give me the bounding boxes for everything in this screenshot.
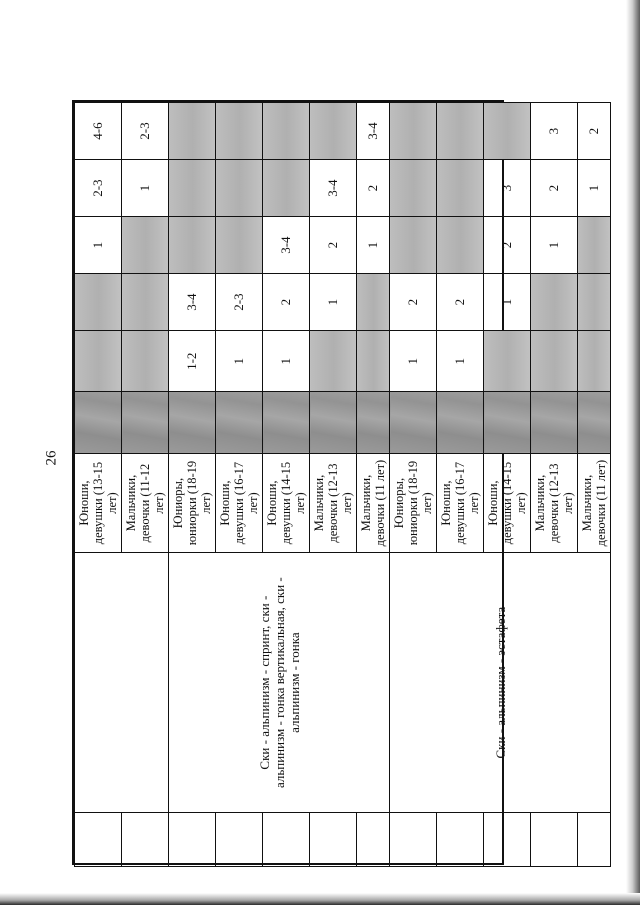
value-cell: 1 <box>263 331 310 392</box>
value-cell: 1 <box>390 331 437 392</box>
shaded-cell <box>484 331 531 392</box>
shaded-cell <box>531 274 578 331</box>
shaded-cell <box>169 217 216 274</box>
blank-left-cell <box>357 812 390 866</box>
shaded-cell <box>437 217 484 274</box>
shaded-cell <box>437 160 484 217</box>
category-cell: Юноши, девушки (14-15 лет) <box>263 453 310 553</box>
shaded-cell <box>357 331 390 392</box>
shaded-cell <box>578 331 611 392</box>
category-cell: Юниоры, юниорки (18-19 лет) <box>390 453 437 553</box>
blank-left-cell <box>437 812 484 866</box>
shaded-cell <box>390 160 437 217</box>
category-cell: Юноши, девушки (14-15 лет) <box>484 453 531 553</box>
category-cell: Мальчики, девочки (11 лет) <box>578 453 611 553</box>
shaded-cell <box>263 103 310 160</box>
value-cell: 2 <box>437 274 484 331</box>
value-cell: 2-3 <box>216 274 263 331</box>
blank-left-cell <box>390 812 437 866</box>
blank-left-cell <box>484 812 531 866</box>
value-cell: 1 <box>578 160 611 217</box>
category-cell: Мальчики, девочки (11-12 лет) <box>122 453 169 553</box>
blank-left-cell <box>216 812 263 866</box>
shaded-cell <box>310 331 357 392</box>
value-cell: 2 <box>390 274 437 331</box>
value-cell: 1 <box>310 274 357 331</box>
shaded-cell <box>263 392 310 453</box>
shaded-cell <box>578 217 611 274</box>
category-cell: Юниоры, юниорки (18-19 лет) <box>169 453 216 553</box>
shaded-cell <box>169 160 216 217</box>
table-row <box>390 103 437 867</box>
discipline-relay: Ски - альпинизм - эстафета <box>390 553 611 812</box>
value-cell: 3-4 <box>357 103 390 160</box>
shaded-cell <box>357 392 390 453</box>
category-cell: Мальчики, девочки (11 лет) <box>357 453 390 553</box>
shaded-cell <box>75 331 122 392</box>
value-cell: 1 <box>357 217 390 274</box>
scan-edge-right <box>626 0 640 905</box>
value-cell: 2 <box>578 103 611 160</box>
value-cell: 2 <box>357 160 390 217</box>
value-cell: 2-3 <box>122 103 169 160</box>
value-cell: 4-6 <box>75 103 122 160</box>
shaded-cell <box>484 103 531 160</box>
shaded-cell <box>437 103 484 160</box>
value-cell: 1 <box>531 217 578 274</box>
category-cell: Мальчики, девочки (12-13 лет) <box>310 453 357 553</box>
discipline-sprint-group: Ски - альпинизм - спринт, ски - альпинизм - гонка вертикальная, ски - альпинизм - гонка <box>169 553 390 812</box>
sport-category-table <box>74 102 611 867</box>
shaded-cell <box>122 392 169 453</box>
shaded-cell <box>169 103 216 160</box>
blank-left-cell <box>122 812 169 866</box>
value-cell: 1 <box>75 217 122 274</box>
blank-left-cell <box>263 812 310 866</box>
value-cell: 1 <box>216 331 263 392</box>
shaded-cell <box>75 392 122 453</box>
value-cell: 3-4 <box>310 160 357 217</box>
value-cell: 2 <box>310 217 357 274</box>
shaded-cell <box>531 392 578 453</box>
value-cell: 3 <box>531 103 578 160</box>
shaded-cell <box>122 331 169 392</box>
value-cell: 1-2 <box>169 331 216 392</box>
value-cell: 1 <box>484 274 531 331</box>
blank-left-cell <box>578 812 611 866</box>
table-row <box>75 103 122 867</box>
category-cell: Юноши, девушки (16-17 лет) <box>216 453 263 553</box>
category-cell: Мальчики, девочки (12-13 лет) <box>531 453 578 553</box>
value-cell: 3 <box>484 160 531 217</box>
value-cell: 2 <box>484 217 531 274</box>
shaded-cell <box>310 103 357 160</box>
blank-left-cell <box>169 812 216 866</box>
shaded-cell <box>169 392 216 453</box>
blank-left-cell <box>75 812 122 866</box>
value-cell: 3-4 <box>263 217 310 274</box>
table-row <box>169 103 216 867</box>
blank-left-cell <box>531 812 578 866</box>
shaded-cell <box>578 392 611 453</box>
shaded-cell <box>122 217 169 274</box>
rotated-table-frame <box>72 100 608 865</box>
value-cell: 2 <box>531 160 578 217</box>
shaded-cell <box>122 274 169 331</box>
shaded-cell <box>216 160 263 217</box>
shaded-cell <box>310 392 357 453</box>
value-cell: 3-4 <box>169 274 216 331</box>
shaded-cell <box>263 160 310 217</box>
shaded-cell <box>531 331 578 392</box>
shaded-cell <box>578 274 611 331</box>
scan-edge-bottom <box>0 893 640 905</box>
shaded-cell <box>216 217 263 274</box>
shaded-cell <box>390 103 437 160</box>
shaded-cell <box>390 217 437 274</box>
value-cell: 1 <box>437 331 484 392</box>
shaded-cell <box>437 392 484 453</box>
category-cell: Юноши, девушки (16-17 лет) <box>437 453 484 553</box>
value-cell: 1 <box>122 160 169 217</box>
discipline-cell-empty <box>75 553 169 812</box>
blank-left-cell <box>310 812 357 866</box>
page-number: 26 <box>43 450 60 466</box>
shaded-cell <box>357 274 390 331</box>
category-cell: Юноши, девушки (13-15 лет) <box>75 453 122 553</box>
shaded-cell <box>484 392 531 453</box>
shaded-cell <box>216 392 263 453</box>
shaded-cell <box>216 103 263 160</box>
value-cell: 2-3 <box>75 160 122 217</box>
value-cell: 2 <box>263 274 310 331</box>
shaded-cell <box>390 392 437 453</box>
shaded-cell <box>75 274 122 331</box>
